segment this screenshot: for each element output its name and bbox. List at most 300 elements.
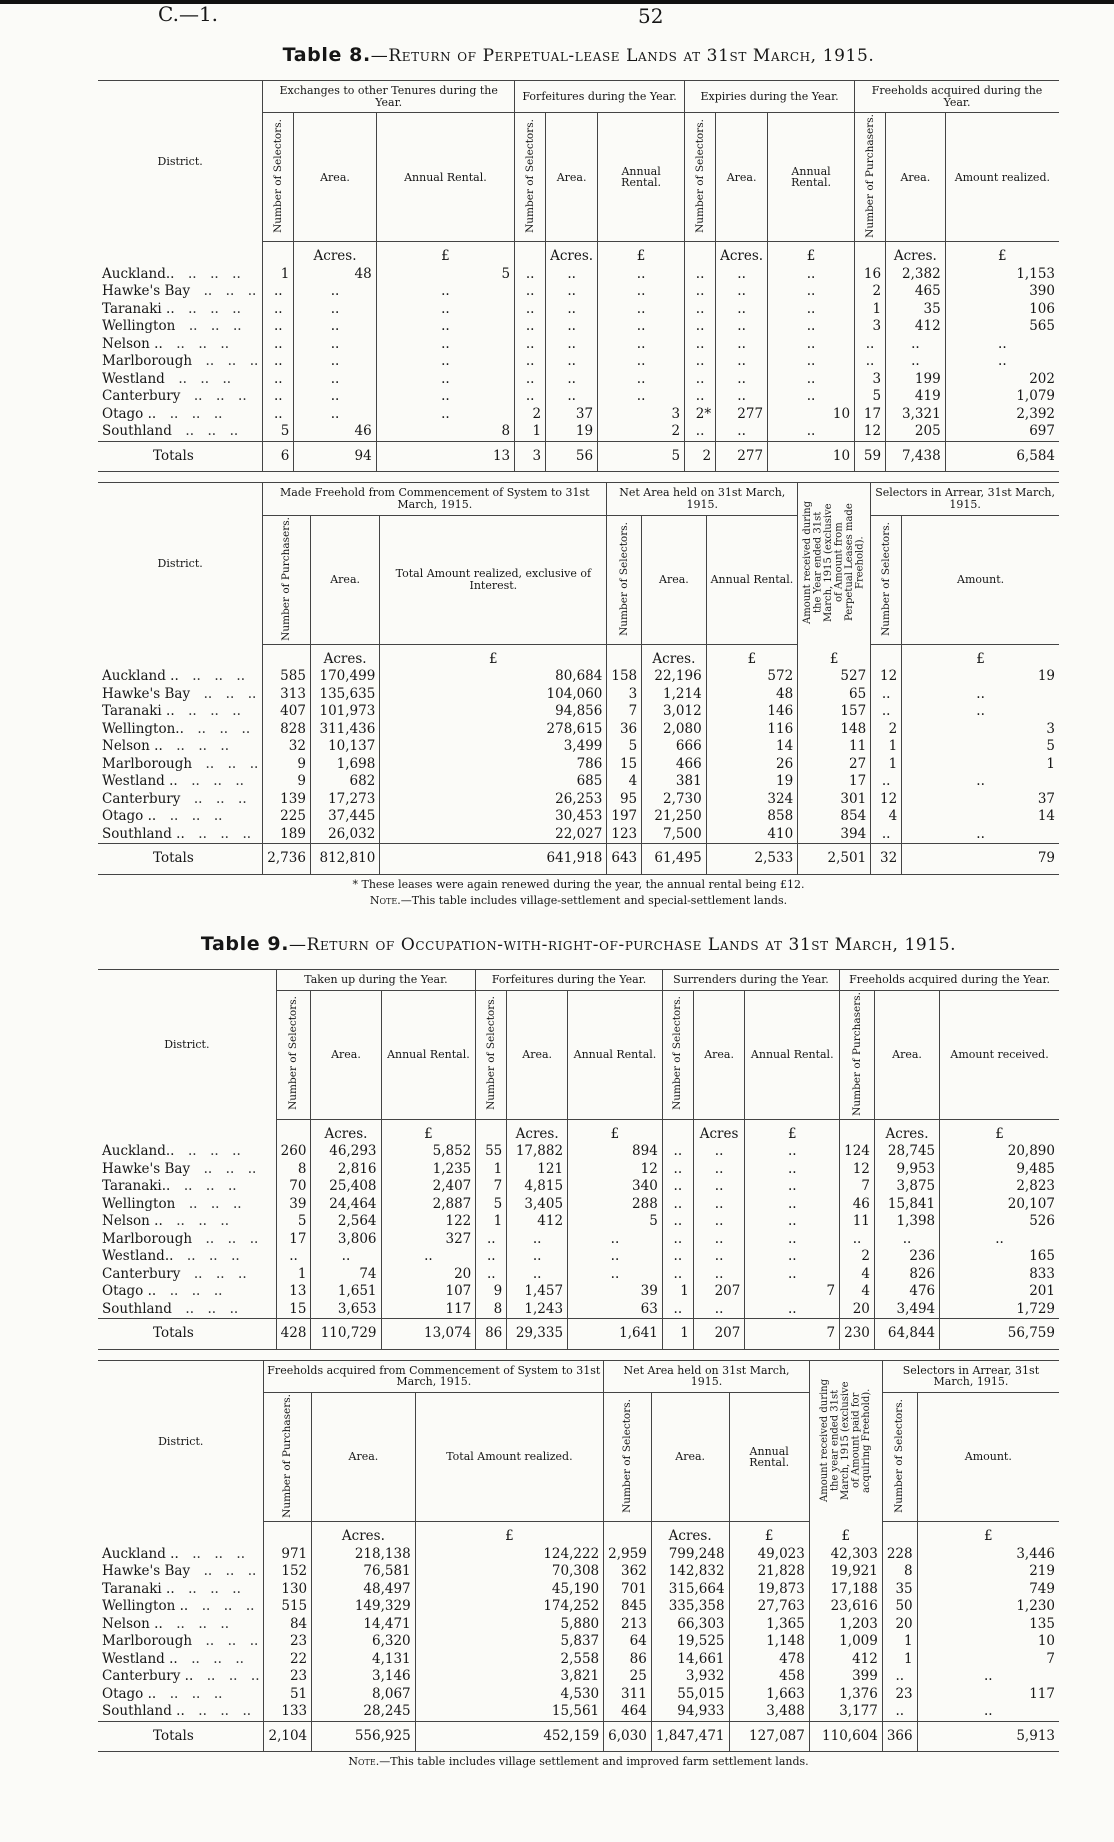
note-text: —This table includes village settlement and improved farm settlement lands.	[379, 1755, 809, 1769]
data-cell: ..	[716, 283, 768, 301]
data-cell: 21,250	[642, 808, 707, 826]
data-cell: 685	[380, 773, 607, 791]
data-cell: 1,365	[729, 1616, 809, 1634]
data-cell: 4,131	[312, 1651, 416, 1669]
data-cell: ..	[745, 1248, 840, 1266]
leader-dots: .. .. ..	[190, 685, 257, 702]
unit-cell: £	[598, 242, 685, 266]
data-cell: 327	[381, 1231, 476, 1249]
table-row	[98, 1598, 1059, 1616]
data-cell: ..	[745, 1143, 840, 1161]
data-cell: ..	[855, 336, 886, 354]
table-row	[98, 1213, 1059, 1231]
leader-dots: .. .. ..	[174, 703, 241, 720]
data-cell: ..	[568, 1266, 663, 1284]
data-cell: 48	[294, 266, 376, 284]
column-header: Number of Selectors.	[662, 990, 693, 1119]
data-cell: 2,730	[642, 791, 707, 809]
data-cell: 465	[886, 283, 946, 301]
data-cell: ..	[598, 353, 685, 371]
table8-part1	[98, 80, 1059, 472]
data-cell: ..	[886, 336, 946, 354]
data-cell: 1,651	[311, 1283, 381, 1301]
district-cell	[98, 406, 263, 424]
total-cell: 277	[716, 441, 768, 472]
data-cell: ..	[476, 1231, 507, 1249]
data-cell: 20	[381, 1266, 476, 1284]
column-header: Number of Purchasers.	[263, 515, 311, 644]
data-cell: ..	[662, 1143, 693, 1161]
leader-dots: .. .. ..	[174, 265, 241, 282]
data-cell: 19	[706, 773, 798, 791]
unit-cell: £	[902, 644, 1059, 668]
data-cell: 15,561	[415, 1703, 604, 1721]
data-cell: 381	[642, 773, 707, 791]
data-cell: ..	[263, 353, 294, 371]
district-name: Wellington..	[102, 720, 184, 737]
data-cell: ..	[515, 266, 546, 284]
total-cell: 2,533	[706, 844, 798, 875]
data-cell: ..	[693, 1143, 745, 1161]
data-cell: 66,303	[651, 1616, 729, 1634]
data-cell: ..	[294, 318, 376, 336]
data-cell: 152	[264, 1563, 312, 1581]
leader-dots: .. .. ..	[180, 1265, 247, 1282]
unit-cell	[263, 242, 294, 266]
leader-dots: .. .. ..	[173, 1248, 240, 1265]
district-cell	[98, 773, 263, 791]
data-cell: 14	[902, 808, 1059, 826]
data-cell: 1,148	[729, 1633, 809, 1651]
data-cell: 845	[604, 1598, 652, 1616]
unit-cell: £	[940, 1119, 1059, 1143]
leader-dots: .. .. ..	[162, 1615, 229, 1632]
district-name: Marlborough	[102, 755, 193, 772]
data-cell: 8	[276, 1161, 311, 1179]
district-name: Nelson ..	[102, 1213, 163, 1230]
leader-dots: .. .. ..	[190, 1160, 257, 1177]
data-cell: 86	[604, 1651, 652, 1669]
total-cell: 13,074	[381, 1319, 476, 1350]
data-cell: 17,882	[507, 1143, 568, 1161]
data-cell: 3,653	[311, 1301, 381, 1319]
data-cell: ..	[886, 353, 946, 371]
table-row	[98, 301, 1059, 319]
data-cell: 1	[476, 1161, 507, 1179]
data-cell: ..	[693, 1161, 745, 1179]
table-row	[98, 406, 1059, 424]
total-cell: 7,438	[886, 441, 946, 472]
data-cell: 123	[607, 826, 642, 844]
table-row	[98, 1633, 1059, 1651]
totals-label: Totals	[98, 441, 263, 472]
data-cell: 260	[276, 1143, 311, 1161]
district-cell	[98, 371, 263, 389]
data-cell: 197	[607, 808, 642, 826]
column-header: Area.	[546, 113, 598, 242]
data-cell: ..	[768, 283, 855, 301]
district-cell	[98, 336, 263, 354]
table-row	[98, 336, 1059, 354]
data-cell: ..	[917, 1703, 1059, 1721]
data-cell: 7	[607, 703, 642, 721]
group-header: Forfeitures during the Year.	[515, 81, 685, 113]
data-cell: ..	[768, 318, 855, 336]
district-name: Westland	[102, 370, 165, 387]
data-cell: 3	[855, 318, 886, 336]
data-cell: 701	[604, 1581, 652, 1599]
table-row	[98, 1143, 1059, 1161]
total-cell: 13	[376, 441, 514, 472]
data-cell: 394	[798, 826, 871, 844]
total-cell: 61,495	[642, 844, 707, 875]
total-cell: 2,736	[263, 844, 311, 875]
data-cell: 25,408	[311, 1178, 381, 1196]
data-cell: 4	[607, 773, 642, 791]
district-name: Southland	[102, 423, 172, 440]
note-label: Note.	[348, 1755, 380, 1769]
data-cell: 148	[798, 721, 871, 739]
data-cell: 14,471	[312, 1616, 416, 1634]
leader-dots: .. .. ..	[193, 1668, 260, 1685]
unit-cell	[685, 242, 716, 266]
data-cell: ..	[263, 283, 294, 301]
table-row	[98, 318, 1059, 336]
data-cell: ..	[685, 388, 716, 406]
data-cell: ..	[263, 301, 294, 319]
data-cell: 5,880	[415, 1616, 604, 1634]
data-cell: ..	[376, 301, 514, 319]
data-cell: ..	[693, 1248, 745, 1266]
data-cell: 20,107	[940, 1196, 1059, 1214]
data-cell: 278,615	[380, 721, 607, 739]
data-cell: ..	[745, 1161, 840, 1179]
district-cell	[98, 791, 263, 809]
data-cell: 35	[882, 1581, 917, 1599]
data-cell: 80,684	[380, 668, 607, 686]
district-name: Auckland..	[102, 265, 175, 282]
data-cell: 42,303	[809, 1546, 882, 1564]
unit-cell	[515, 242, 546, 266]
data-cell: 1	[882, 1651, 917, 1669]
column-header: Number of Selectors.	[685, 113, 716, 242]
data-cell: 37,445	[310, 808, 379, 826]
data-cell: ..	[515, 336, 546, 354]
table9-label: Table 9.	[200, 932, 290, 955]
data-cell: 124	[840, 1143, 875, 1161]
district-name: Auckland ..	[102, 1545, 179, 1562]
data-cell: 826	[874, 1266, 939, 1284]
data-cell: 22,027	[380, 826, 607, 844]
group-header: Freeholds acquired during the Year.	[840, 969, 1059, 990]
data-cell: ..	[685, 336, 716, 354]
data-cell: 12	[855, 423, 886, 441]
data-cell: 1,235	[381, 1161, 476, 1179]
leader-dots: .. .. ..	[192, 1633, 259, 1650]
data-cell: 94,933	[651, 1703, 729, 1721]
district-cell	[98, 266, 263, 284]
data-cell: 399	[809, 1668, 882, 1686]
district-name: Auckland..	[102, 1143, 175, 1160]
data-cell: 122	[381, 1213, 476, 1231]
data-cell: 466	[642, 756, 707, 774]
group-header: Taken up during the Year.	[276, 969, 476, 990]
table-row	[98, 423, 1059, 441]
table-row	[98, 353, 1059, 371]
data-cell: 64	[604, 1633, 652, 1651]
district-name: Otago ..	[102, 808, 157, 825]
data-cell: 2,816	[311, 1161, 381, 1179]
data-cell: 12	[871, 668, 902, 686]
data-cell: 6,320	[312, 1633, 416, 1651]
data-cell: 3,405	[507, 1196, 568, 1214]
district-cell	[98, 1301, 276, 1319]
district-cell	[98, 668, 263, 686]
data-cell: 3	[607, 686, 642, 704]
data-cell: 22	[264, 1651, 312, 1669]
data-cell: 130	[264, 1581, 312, 1599]
leader-dots: .. .. ..	[190, 1563, 257, 1580]
data-cell: 189	[263, 826, 311, 844]
page-header	[98, 0, 1059, 28]
district-cell	[98, 1651, 264, 1669]
district-header: District.	[98, 483, 263, 644]
total-cell: 5,913	[917, 1721, 1059, 1752]
data-cell: 157	[798, 703, 871, 721]
data-cell: 101,973	[310, 703, 379, 721]
district-name: Southland ..	[102, 825, 185, 842]
column-header: Number of Selectors.	[604, 1393, 652, 1522]
data-cell: 5	[376, 266, 514, 284]
district-cell	[98, 1178, 276, 1196]
data-cell: ..	[768, 423, 855, 441]
data-cell: ..	[745, 1266, 840, 1284]
district-name: Westland ..	[102, 1650, 178, 1667]
data-cell: 117	[381, 1301, 476, 1319]
data-cell: ..	[902, 703, 1059, 721]
data-cell: 16	[855, 266, 886, 284]
data-cell: 799,248	[651, 1546, 729, 1564]
table-body	[98, 644, 1059, 874]
total-cell: 207	[693, 1319, 745, 1350]
data-cell: 412	[809, 1651, 882, 1669]
data-cell: 1	[276, 1266, 311, 1284]
data-cell: ..	[902, 826, 1059, 844]
total-cell: 59	[855, 441, 886, 472]
table8-note	[98, 894, 1059, 907]
data-cell: ..	[568, 1248, 663, 1266]
data-cell: 3,875	[874, 1178, 939, 1196]
unit-cell	[840, 1119, 875, 1143]
leader-dots: .. .. ..	[184, 1703, 252, 1720]
totals-row	[98, 844, 1059, 875]
data-cell: 311,436	[310, 721, 379, 739]
data-cell: ..	[381, 1248, 476, 1266]
data-cell: 3,494	[874, 1301, 939, 1319]
data-cell: 107	[381, 1283, 476, 1301]
data-cell: 1,203	[809, 1616, 882, 1634]
data-cell: 464	[604, 1703, 652, 1721]
data-cell: 55,015	[651, 1686, 729, 1704]
leader-dots: .. .. ..	[156, 1685, 223, 1702]
table-row	[98, 266, 1059, 284]
district-name: Wellington	[102, 1195, 176, 1212]
data-cell: 828	[263, 721, 311, 739]
leader-dots: .. .. ..	[178, 1545, 246, 1562]
leader-dots: .. .. ..	[192, 353, 259, 370]
data-cell: 12	[568, 1161, 663, 1179]
unit-cell: £	[568, 1119, 663, 1143]
total-cell: 86	[476, 1319, 507, 1350]
data-cell: 1,698	[310, 756, 379, 774]
data-cell: 1,457	[507, 1283, 568, 1301]
data-cell: 3	[598, 406, 685, 424]
data-cell: ..	[376, 336, 514, 354]
data-cell: 139	[263, 791, 311, 809]
data-cell: ..	[546, 266, 598, 284]
data-cell: 26	[706, 756, 798, 774]
data-cell: 2,558	[415, 1651, 604, 1669]
data-cell: 135	[917, 1616, 1059, 1634]
leader-dots: .. .. ..	[177, 1650, 244, 1667]
data-cell: ..	[662, 1196, 693, 1214]
table8-title-text: —Return of Perpetual-lease Lands at 31st March, 1915.	[370, 46, 875, 66]
unit-cell: Acres.	[310, 644, 379, 668]
data-cell: 858	[706, 808, 798, 826]
data-cell: 106	[945, 301, 1059, 319]
data-cell: 19,921	[809, 1563, 882, 1581]
data-cell: 225	[263, 808, 311, 826]
data-cell: 5	[902, 738, 1059, 756]
column-header: Amount received during the year ended 31st March, 1915 (exclusive of Amount paid for acquiring Freehold).	[809, 1360, 882, 1521]
data-cell: 26,032	[310, 826, 379, 844]
data-cell: ..	[685, 318, 716, 336]
data-cell: 236	[874, 1248, 939, 1266]
data-cell: 5	[476, 1196, 507, 1214]
column-header: Annual Rental.	[768, 113, 855, 242]
unit-cell: Acres.	[642, 644, 707, 668]
table9-title	[98, 933, 1059, 955]
data-cell: ..	[662, 1248, 693, 1266]
total-cell: 2,104	[264, 1721, 312, 1752]
group-header: Made Freehold from Commencement of System to 31st March, 1915.	[263, 483, 607, 515]
data-cell: ..	[263, 388, 294, 406]
data-cell: 199	[886, 371, 946, 389]
group-header: Forfeitures during the Year.	[476, 969, 663, 990]
data-cell: 682	[310, 773, 379, 791]
data-cell: 1,243	[507, 1301, 568, 1319]
data-cell: 3,177	[809, 1703, 882, 1721]
district-cell	[98, 1546, 264, 1564]
data-cell: ..	[662, 1178, 693, 1196]
group-header: Expiries during the Year.	[685, 81, 855, 113]
district-cell	[98, 756, 263, 774]
district-name: Hawke's Bay	[102, 1160, 191, 1177]
data-cell: 14,661	[651, 1651, 729, 1669]
data-cell: ..	[662, 1231, 693, 1249]
data-cell: 50	[882, 1598, 917, 1616]
data-cell: 135,635	[310, 686, 379, 704]
data-cell: ..	[515, 283, 546, 301]
leader-dots: .. .. ..	[171, 423, 239, 440]
leader-dots: .. .. ..	[164, 370, 232, 387]
data-cell: ..	[515, 388, 546, 406]
table8-label: Table 8.	[282, 44, 371, 66]
data-cell: ..	[902, 773, 1059, 791]
data-cell: ..	[376, 283, 514, 301]
data-cell: ..	[515, 301, 546, 319]
column-header: Amount realized.	[945, 113, 1059, 242]
district-name: Marlborough	[102, 1230, 193, 1247]
leader-dots: .. .. ..	[183, 720, 251, 737]
data-cell: ..	[376, 371, 514, 389]
column-header: Amount received.	[940, 990, 1059, 1119]
district-cell	[98, 1633, 264, 1651]
data-cell: 9	[263, 773, 311, 791]
data-cell: ..	[476, 1248, 507, 1266]
data-cell: ..	[276, 1248, 311, 1266]
data-cell: 301	[798, 791, 871, 809]
total-cell: 3	[515, 441, 546, 472]
district-cell	[98, 388, 263, 406]
district-name: Otago ..	[102, 1283, 157, 1300]
total-cell: 2,501	[798, 844, 871, 875]
data-cell: 95	[607, 791, 642, 809]
data-cell: 201	[940, 1283, 1059, 1301]
data-cell: 30,453	[380, 808, 607, 826]
data-cell: ..	[598, 388, 685, 406]
column-header: Area.	[693, 990, 745, 1119]
data-cell: ..	[945, 353, 1059, 371]
data-cell: 390	[945, 283, 1059, 301]
unit-cell: Acres	[693, 1119, 745, 1143]
district-cell	[98, 1563, 264, 1581]
unit-cell: £	[381, 1119, 476, 1143]
district-name: Marlborough	[102, 353, 193, 370]
data-cell: 412	[886, 318, 946, 336]
data-cell: 22,196	[642, 668, 707, 686]
data-cell: ..	[768, 353, 855, 371]
leader-dots: .. .. ..	[177, 773, 244, 790]
data-cell: 854	[798, 808, 871, 826]
data-cell: 205	[886, 423, 946, 441]
total-cell: 64,844	[874, 1319, 939, 1350]
data-cell: 11	[798, 738, 871, 756]
data-cell: 48	[706, 686, 798, 704]
unit-cell: £	[729, 1522, 809, 1546]
leader-dots: .. .. ..	[174, 300, 241, 317]
total-cell: 7	[745, 1319, 840, 1350]
district-name: Otago ..	[102, 1685, 157, 1702]
data-cell: 133	[264, 1703, 312, 1721]
district-name: Wellington ..	[102, 1598, 189, 1615]
data-cell: ..	[662, 1161, 693, 1179]
data-cell: 5,852	[381, 1143, 476, 1161]
column-header: Annual Rental.	[568, 990, 663, 1119]
column-header: Number of Purchasers.	[855, 113, 886, 242]
data-cell: ..	[311, 1248, 381, 1266]
total-cell: 6,030	[604, 1721, 652, 1752]
data-cell: 340	[568, 1178, 663, 1196]
column-header: Total Amount realized, exclusive of Interest.	[380, 515, 607, 644]
leader-dots: .. .. ..	[178, 668, 246, 685]
data-cell: 526	[940, 1213, 1059, 1231]
units-row	[98, 242, 1059, 266]
total-cell: 110,604	[809, 1721, 882, 1752]
data-cell: 5	[607, 738, 642, 756]
data-cell: 749	[917, 1581, 1059, 1599]
total-cell: 29,335	[507, 1319, 568, 1350]
